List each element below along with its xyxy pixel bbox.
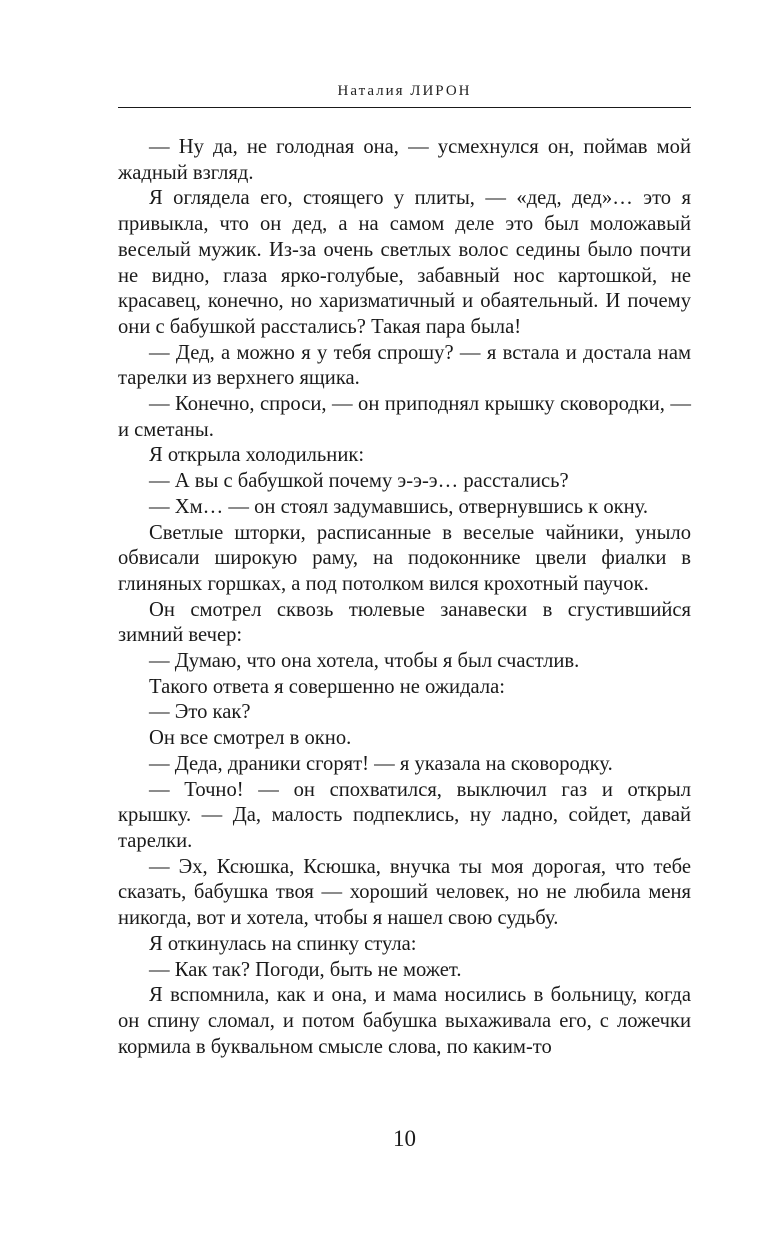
paragraph: — Дед, а можно я у тебя спрошу? — я встала и достала нам тарелки из верхнего ящика. (118, 341, 691, 390)
paragraph: — Это как? (149, 701, 251, 724)
paragraph: Я откинулась на спинку стула: (149, 932, 417, 955)
paragraph: Я оглядела его, стоящего у плиты, — «дед, дед»… это я привыкла, что он дед, а на самом деле это был моложавый веселый мужик. Из-за очень светлых волос седины было почти не видно, глаза ярко-голубые, забавный нос картошкой, не красавец, конечно, но харизматичный и обаятельный. И почему они с бабушкой расстались? Такая пара была! (118, 187, 691, 338)
paragraph: Я открыла холодильник: (149, 444, 365, 467)
paragraph: — Ну да, не голодная она, — усмехнулся он, поймав мой жадный взгляд. (118, 136, 691, 184)
paragraph: Такого ответа я совершенно не ожидала: (149, 675, 506, 698)
paragraph: Он смотрел сквозь тюлевые занавески в сгустившийся зимний вечер: (118, 598, 691, 647)
paragraph: — Хм… — он стоял задумавшись, отвернувшись к окну. (149, 495, 649, 518)
paragraph: — Деда, драники сгорят! — я указала на сковородку. (149, 752, 613, 775)
page-number: 10 (393, 1126, 416, 1151)
header-rule (118, 107, 691, 108)
paragraph: — Эх, Ксюшка, Ксюшка, внучка ты моя дорогая, что тебе сказать, бабушка твоя — хороший человек, но не любила меня никогда, вот и хотела, чтобы я нашел свою судьбу. (118, 855, 691, 930)
paragraph: — А вы с бабушкой почему э-э-э… расстались? (149, 470, 569, 493)
running-head: Наталия ЛИРОН (337, 83, 472, 99)
paragraph: Я вспомнила, как и она, и мама носились в больницу, когда он спину сломал, и потом бабушка выхаживала его, с ложечки кормила в буквальном смысле слова, по каким-то (118, 984, 691, 1058)
paragraph: — Думаю, что она хотела, чтобы я был счастлив. (149, 650, 580, 673)
main-text (118, 135, 691, 1060)
paragraph: Он все смотрел в окно. (149, 727, 352, 750)
paragraph: — Точно! — он спохватился, выключил газ и открыл крышку. — Да, малость подпеклись, ну ладно, сойдет, давай тарелки. (118, 778, 691, 852)
paragraph: — Конечно, спроси, — он приподнял крышку сковородки, — и сметаны. (118, 393, 691, 441)
paragraph: — Как так? Погоди, быть не может. (149, 958, 462, 981)
paragraph: Светлые шторки, расписанные в веселые чайники, уныло обвисали широкую раму, на подоконнике цвели фиалки в глиняных горшках, а под потолком вился крохотный паучок. (118, 521, 691, 595)
